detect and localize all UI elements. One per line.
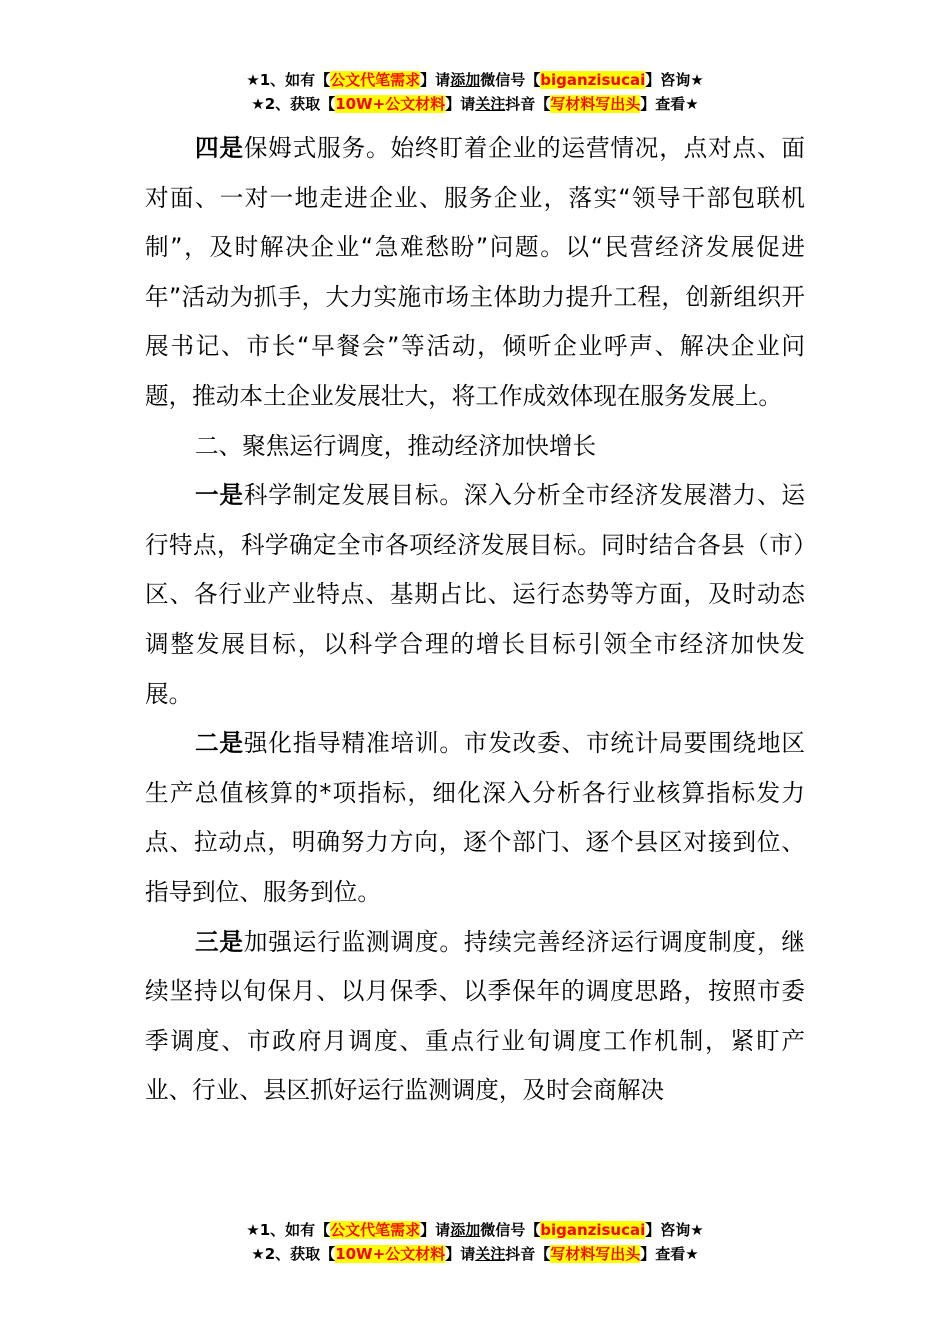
banner-emphasis: 关注: [475, 95, 506, 113]
paragraph-text: 科学制定发展目标。深入分析全市经济发展潜力、运行特点，科学确定全市各项经济发展目标。同时结合各县（市）区、各行业产业特点、基期占比、运行态势等方面，及时动态调整发展目标，以科学合理的增长目标引领全市经济加快发展。: [145, 481, 806, 708]
banner-line-2: [0, 92, 950, 116]
section-heading: [145, 422, 805, 472]
banner-line-1: [0, 68, 950, 92]
banner-text: ★2、获取【: [251, 1245, 336, 1263]
banner-text: 】请: [445, 1245, 476, 1263]
banner-highlight-materials: 10W+公文材料: [335, 1245, 446, 1263]
banner-highlight-douyin-id: 写材料写出头: [550, 1245, 641, 1263]
banner-text: 】请: [445, 95, 476, 113]
banner-emphasis: 添加: [450, 71, 481, 89]
banner-text: ★2、获取【: [251, 95, 336, 113]
banner-text: 】咨询★: [645, 71, 704, 89]
banner-text: 】咨询★: [645, 1221, 704, 1239]
banner-highlight-service: 公文代笔需求: [330, 1221, 421, 1239]
header-banner: [0, 68, 950, 116]
banner-text: 】查看★: [640, 1245, 699, 1263]
banner-highlight-douyin-id: 写材料写出头: [550, 95, 641, 113]
paragraph-text: 强化指导精准培训。市发改委、市统计局要围绕地区生产总值核算的*项指标，细化深入分析各行业核算指标发力点、拉动点，明确努力方向，逐个部门、逐个县区对接到位、指导到位、服务到位。: [145, 729, 806, 906]
banner-text: 】请: [420, 71, 451, 89]
paragraph: [145, 124, 805, 422]
banner-text: ★1、如有【: [246, 1221, 331, 1239]
banner-highlight-service: 公文代笔需求: [330, 71, 421, 89]
banner-line-1: [0, 1218, 950, 1242]
banner-text: 抖音【: [505, 1245, 551, 1263]
banner-emphasis: 添加: [450, 1221, 481, 1239]
paragraph: [145, 471, 805, 719]
section-heading-text: 二、聚焦运行调度，推动经济加快增长: [195, 431, 597, 460]
paragraph: [145, 719, 805, 917]
paragraph-text: 加强运行监测调度。持续完善经济运行调度制度，继续坚持以旬保月、以月保季、以季保年的调度思路，按照市委季调度、市政府月调度、重点行业旬调度工作机制，紧盯产业、行业、县区抓好运行监测调度，及时会商解决: [145, 927, 806, 1105]
banner-text: 】请: [420, 1221, 451, 1239]
banner-text: 微信号【: [480, 71, 541, 89]
footer-banner: [0, 1218, 950, 1266]
paragraph-lead: 四是: [195, 134, 244, 162]
paragraph-lead: 二是: [195, 729, 244, 758]
banner-highlight-wechat-id: biganzisucai: [540, 1221, 646, 1239]
banner-highlight-wechat-id: biganzisucai: [540, 71, 646, 89]
banner-text: 】查看★: [640, 95, 699, 113]
banner-text: 抖音【: [505, 95, 551, 113]
banner-line-2: [0, 1242, 950, 1266]
paragraph-text: 保姆式服务。始终盯着企业的运营情况，点对点、面对面、一对一地走进企业、服务企业，落实“领导干部包联机制”，及时解决企业“急难愁盼”问题。以“民营经济发展促进年”活动为抓手，大力实施市场主体助力提升工程，创新组织开展书记、市长“早餐会”等活动，倾听企业呼声、解决企业问题，推动本土企业发展壮大，将工作成效体现在服务发展上。: [145, 134, 806, 410]
paragraph-lead: 三是: [195, 927, 244, 956]
banner-text: ★1、如有【: [246, 71, 331, 89]
paragraph-lead: 一是: [195, 481, 244, 510]
banner-highlight-materials: 10W+公文材料: [335, 95, 446, 113]
banner-emphasis: 关注: [475, 1245, 506, 1263]
paragraph: [145, 918, 805, 1116]
document-body: [145, 124, 805, 1116]
banner-text: 微信号【: [480, 1221, 541, 1239]
